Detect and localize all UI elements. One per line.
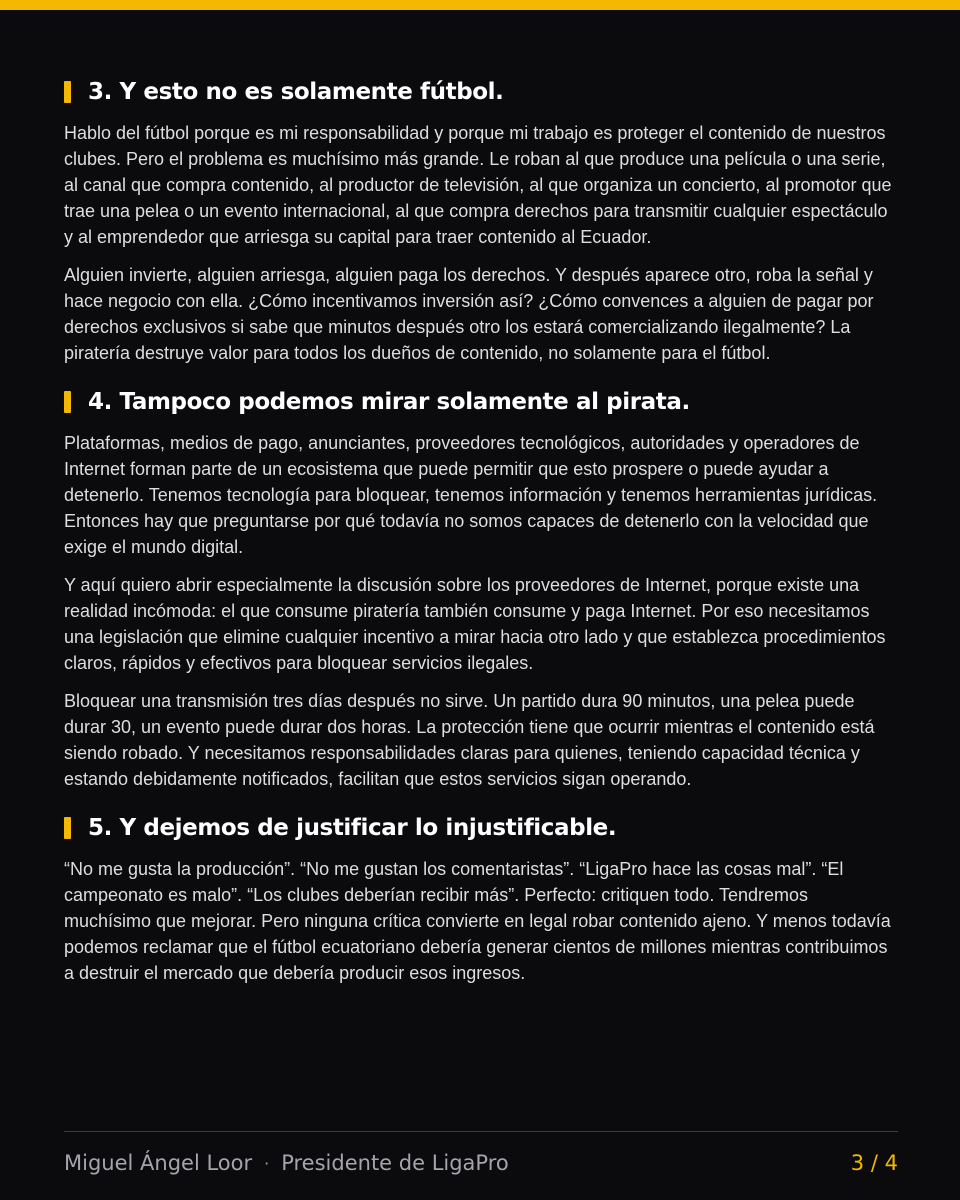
section-heading [64,812,898,844]
paragraph: Hablo del fútbol porque es mi responsabilidad y porque mi trabajo es proteger el contenido de nuestros clubes. Pero el problema es muchísimo más grande. Le roban al que produce una película o una serie, al canal que compra contenido, al productor de televisión, al que organiza un concierto, al promotor que trae una pelea o un evento internacional, al que compra derechos para transmitir cualquier espectáculo y al emprendedor que arriesga su capital para traer contenido al Ecuador. [64,123,892,247]
section-heading [64,76,898,108]
paragraph: “No me gusta la producción”. “No me gustan los comentaristas”. “LigaPro hace las cosas mal”. “El campeonato es malo”. “Los clubes deberían recibir más”. Perfecto: critiquen todo. Tendremos muchísimo que mejorar. Pero ninguna crítica convierte en legal robar contenido ajeno. Y menos todavía podemos reclamar que el fútbol ecuatoriano debería generar cientos de millones mientras contribuimos a destruir el mercado que debería producir esos ingresos. [64,859,891,983]
page-total: 4 [884,1151,898,1175]
paragraph: Alguien invierte, alguien arriesga, alguien paga los derechos. Y después aparece otro, roba la señal y hace negocio con ella. ¿Cómo incentivamos inversión así? ¿Cómo convences a alguien de pagar por derechos exclusivos si sabe que minutos después otro los estará comercializando ilegalmente? La piratería destruye valor para todos los dueños de contenido, no solamente para el fútbol. [64,265,874,363]
footer-separator: · [264,1153,270,1173]
footer [64,1148,898,1178]
paragraph: Plataformas, medios de pago, anunciantes, proveedores tecnológicos, autoridades y operadores de Internet forman parte de un ecosistema que puede permitir que esto prospere o puede ayudar a detenerlo. Tenemos tecnología para bloquear, tenemos información y tenemos herramientas jurídicas. Entonces hay que preguntarse por qué todavía no somos capaces de detenerlo con la velocidad que exige el mundo digital. [64,433,878,557]
article-body [64,76,898,986]
page-separator: / [870,1151,878,1175]
top-accent-bar [0,0,960,10]
heading-marker [64,391,71,413]
section-heading-text: 3. Y esto no es solamente fútbol. [88,79,504,105]
section-heading-text: 4. Tampoco podemos mirar solamente al pirata. [88,389,690,415]
section-4 [64,386,898,792]
paragraph: Bloquear una transmisión tres días después no sirve. Un partido dura 90 minutos, una pelea puede durar 30, un evento puede durar dos horas. La protección tiene que ocurrir mientras el contenido está siendo robado. Y necesitamos responsabilidades claras para quienes, teniendo capacidad técnica y estando debidamente notificados, facilitan que estos servicios sigan operando. [64,691,875,789]
page-indicator [851,1151,898,1175]
heading-marker [64,817,71,839]
section-5 [64,812,898,986]
heading-marker [64,81,71,103]
section-heading-text: 5. Y dejemos de justificar lo injustificable. [88,815,617,841]
section-heading [64,386,898,418]
author-role: Presidente de LigaPro [281,1151,509,1175]
author-name: Miguel Ángel Loor [64,1151,253,1175]
footer-byline [64,1151,509,1175]
section-3 [64,76,898,366]
paragraph: Y aquí quiero abrir especialmente la discusión sobre los proveedores de Internet, porque existe una realidad incómoda: el que consume piratería también consume y paga Internet. Por eso necesitamos una legislación que elimine cualquier incentivo a mirar hacia otro lado y que establezca procedimientos claros, rápidos y efectivos para bloquear servicios ilegales. [64,575,886,673]
footer-divider [64,1131,898,1132]
page-current: 3 [850,1151,865,1175]
